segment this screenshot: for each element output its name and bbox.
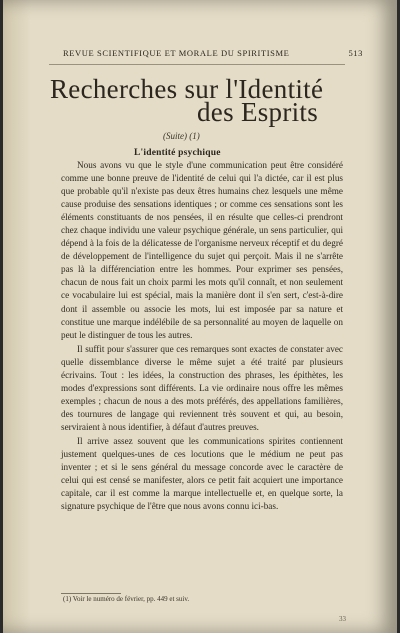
article-title-line2: des Esprits [197, 97, 319, 127]
article-subtitle: (Suite) (1) [163, 131, 200, 141]
article-title-line1: Recherches sur l'Identité [50, 74, 324, 104]
footnote-rule [61, 593, 121, 594]
page-number: 513 [348, 48, 363, 58]
header-rule [49, 64, 345, 65]
journal-page [3, 0, 397, 633]
paragraph: Nous avons vu que le style d'une communication peut être considéré comme une bonne preuve de l'identité de celui qui l'a dictée, car il est plus que probable qu'il n'existe pas deux êtres humains chez lesquels une même cause produise des sensations identiques ; or comme ces sensations sont les éléments constituants de nos pensées, il en résulte que celles-ci prendront chez chaque individu une valeur psychique générale, un sens particulier, qui dépend à la fois de la délicatesse de l'organisme nerveux réceptif et du degré de développement de l'intelligence du sujet qui perçoit. Mais il ne s'arrête pas là la différenciation entre les hommes. Pour exprimer ses pensées, chacun de nous fait un choix parmi les mots qu'il connaît, et non seulement ce vocabulaire lui est spécial, mais la manière dont il s'en sert, c'est-à-dire dont il assemble ou associe les mots, lui est imposée par sa nature et constitue une marque indélébile de sa personnalité au moyen de laquelle on peut le distinguer de tous les autres. [61, 160, 343, 340]
article-body [61, 159, 343, 513]
running-header [63, 48, 363, 58]
section-heading: L'identité psychique [134, 148, 221, 158]
running-title: REVUE SCIENTIFIQUE ET MORALE DU SPIRITISME [63, 48, 290, 58]
corner-mark: 33 [339, 615, 346, 623]
paragraph: Il arrive assez souvent que les communications spirites contiennent justement quelques-unes de ces locutions que le médium ne peut pas inventer ; et si le sens général du message concorde avec le caractère de celui qui est censé se manifester, alors ce petit fait acquiert une importance capitale, car il est comme la marque intellectuelle et, en quelque sorte, la signature psychique de l'être que nous avons connu ici-bas. [61, 435, 343, 512]
footnote: (1) Voir le numéro de février, pp. 449 et suiv. [63, 595, 190, 603]
page-edge-shadow [3, 0, 31, 633]
paragraph: Il suffit pour s'assurer que ces remarques sont exactes de constater avec quelle dissemblance diverse le même sujet a été traité par plusieurs écrivains. Tout : les idées, la construction des phrases, les épithètes, les modes d'expressions sont différents. La vie ordinaire nous offre les mêmes exemples ; chacun de nous a des mots préférés, des appellations familières, des tournures de langage qui reviennent très souvent et qui, au besoin, serviraient à nous identifier, à défaut d'autres preuves. [61, 343, 343, 432]
